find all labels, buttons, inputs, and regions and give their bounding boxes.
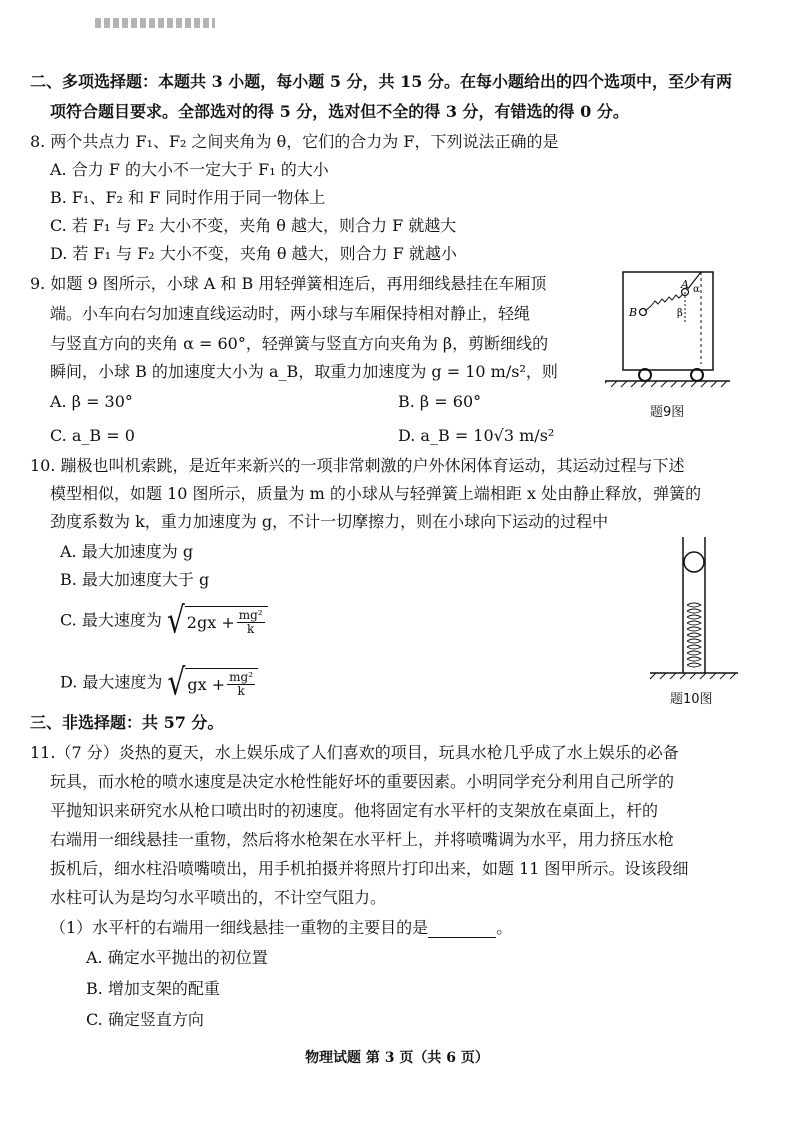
q9-fig-label-b: B bbox=[629, 306, 638, 319]
q11-line4: 右端用一细线悬挂一重物，然后将水枪架在水平杆上，并将喷嘴调为水平，用力挤压水枪 bbox=[50, 830, 675, 849]
q9-line3: 与竖直方向的夹角 α = 60°，轻弹簧与竖直方向夹角为 β，剪断细线的 bbox=[50, 334, 549, 353]
q10-option-c-inner: 2gx + bbox=[186, 612, 235, 632]
q9-figure-caption: 题9图 bbox=[650, 405, 685, 420]
q10-line3: 劲度系数为 k，重力加速度为 g，不计一切摩擦力，则在小球向下运动的过程中 bbox=[50, 512, 609, 531]
q11-option-b: B. 增加支架的配重 bbox=[86, 979, 220, 998]
section2-heading-line2: 项符合题目要求。全部选对的得 5 分，选对但不全的得 3 分，有错选的得 0 分。 bbox=[50, 102, 629, 121]
q10-figure-caption: 题10图 bbox=[670, 692, 713, 707]
q9-line4: 瞬间，小球 B 的加速度大小为 a_B，取重力加速度为 g = 10 m/s²，则 bbox=[50, 362, 558, 381]
q11-line5: 扳机后，细水柱沿喷嘴喷出，用手机拍摄并将照片打印出来，如题 11 图甲所示。设该段细 bbox=[50, 859, 689, 878]
q8-option-b: B. F₁、F₂ 和 F 同时作用于同一物体上 bbox=[50, 188, 326, 207]
page-footer: 物理试题 第 3 页（共 6 页） bbox=[305, 1050, 489, 1066]
q9-fig-label-alpha: α bbox=[693, 284, 700, 295]
q10-option-d-label: D. 最大速度为 bbox=[60, 672, 163, 692]
q8-stem: 8. 两个共点力 F₁、F₂ 之间夹角为 θ，它们的合力为 F，下列说法正确的是 bbox=[30, 132, 559, 151]
q10-option-d bbox=[60, 660, 258, 704]
q10-option-d-frac-num: mg² bbox=[229, 670, 254, 684]
q8-option-a: A. 合力 F 的大小不一定大于 F₁ 的大小 bbox=[50, 160, 329, 179]
q8-option-c: C. 若 F₁ 与 F₂ 大小不变，夹角 θ 越大，则合力 F 就越大 bbox=[50, 216, 457, 235]
q9-option-d: D. a_B = 10√3 m/s² bbox=[398, 426, 555, 445]
q10-line2: 模型相似，如题 10 图所示，质量为 m 的小球从与轻弹簧上端相距 x 处由静止释放，弹簧的 bbox=[50, 484, 702, 503]
q9-fig-label-beta: β bbox=[677, 308, 683, 319]
header-scan-mark bbox=[95, 18, 215, 28]
q10-option-c-frac-num: mg² bbox=[238, 608, 263, 622]
q10-figure bbox=[650, 535, 740, 685]
q10-option-d-sqrt: √ gx + $\frac{\text{mg²}}{k}$ bbox=[168, 668, 258, 698]
q10-option-c bbox=[60, 598, 268, 642]
q10-option-d-inner: gx + bbox=[187, 674, 226, 694]
q9-option-c: C. a_B = 0 bbox=[50, 426, 135, 445]
q11-line2: 玩具，而水枪的喷水速度是决定水枪性能好坏的重要因素。小明同学充分利用自己所学的 bbox=[50, 772, 675, 791]
q8-option-d: D. 若 F₁ 与 F₂ 大小不变，夹角 θ 越大，则合力 F 就越小 bbox=[50, 244, 457, 263]
q11-line6: 水柱可认为是均匀水平喷出的，不计空气阻力。 bbox=[50, 888, 387, 907]
q9-option-b: B. β = 60° bbox=[398, 392, 482, 411]
q11-sub1-answer-blank[interactable] bbox=[428, 923, 496, 938]
q9-figure bbox=[605, 268, 735, 398]
q11-line3: 平抛知识来研究水从枪口喷出时的初速度。他将固定有水平杆的支架放在桌面上，杆的 bbox=[50, 801, 659, 820]
q11-sub1-end: 。 bbox=[496, 918, 513, 937]
q10-option-c-frac-den: k bbox=[247, 622, 255, 636]
q11-sub1 bbox=[50, 918, 512, 938]
q9-line1: 9. 如题 9 图所示，小球 A 和 B 用轻弹簧相连后，再用细线悬挂在车厢顶 bbox=[30, 274, 547, 293]
q11-option-a: A. 确定水平抛出的初位置 bbox=[86, 948, 268, 967]
q9-line2: 端。小车向右匀加速直线运动时，两小球与车厢保持相对静止，轻绳 bbox=[50, 304, 531, 323]
q11-sub1-text: （1）水平杆的右端用一细线悬挂一重物的主要目的是 bbox=[50, 918, 429, 937]
q9-fig-label-a: A bbox=[681, 278, 689, 291]
q11-line1: 11.（7 分）炎热的夏天，水上娱乐成了人们喜欢的项目，玩具水枪几乎成了水上娱乐的必备 bbox=[30, 743, 679, 762]
section3-heading: 三、非选择题：共 57 分。 bbox=[30, 713, 224, 732]
q10-option-d-frac-den: k bbox=[237, 684, 245, 698]
q10-option-c-label: C. 最大速度为 bbox=[60, 610, 162, 630]
q10-option-b: B. 最大加速度大于 g bbox=[60, 570, 210, 589]
q10-line1: 10. 蹦极也叫机索跳，是近年来新兴的一项非常刺激的户外休闲体育运动，其运动过程与下述 bbox=[30, 456, 685, 475]
q9-option-a: A. β = 30° bbox=[50, 392, 133, 411]
q10-option-a: A. 最大加速度为 g bbox=[60, 542, 194, 561]
section2-heading-line1: 二、多项选择题：本题共 3 小题，每小题 5 分，共 15 分。在每小题给出的四个选项中，至少有两 bbox=[30, 72, 732, 91]
q10-option-c-sqrt: √ 2gx + $\frac{\text{mg²}}{k}$ bbox=[167, 606, 268, 636]
q11-option-c: C. 确定竖直方向 bbox=[86, 1010, 204, 1029]
